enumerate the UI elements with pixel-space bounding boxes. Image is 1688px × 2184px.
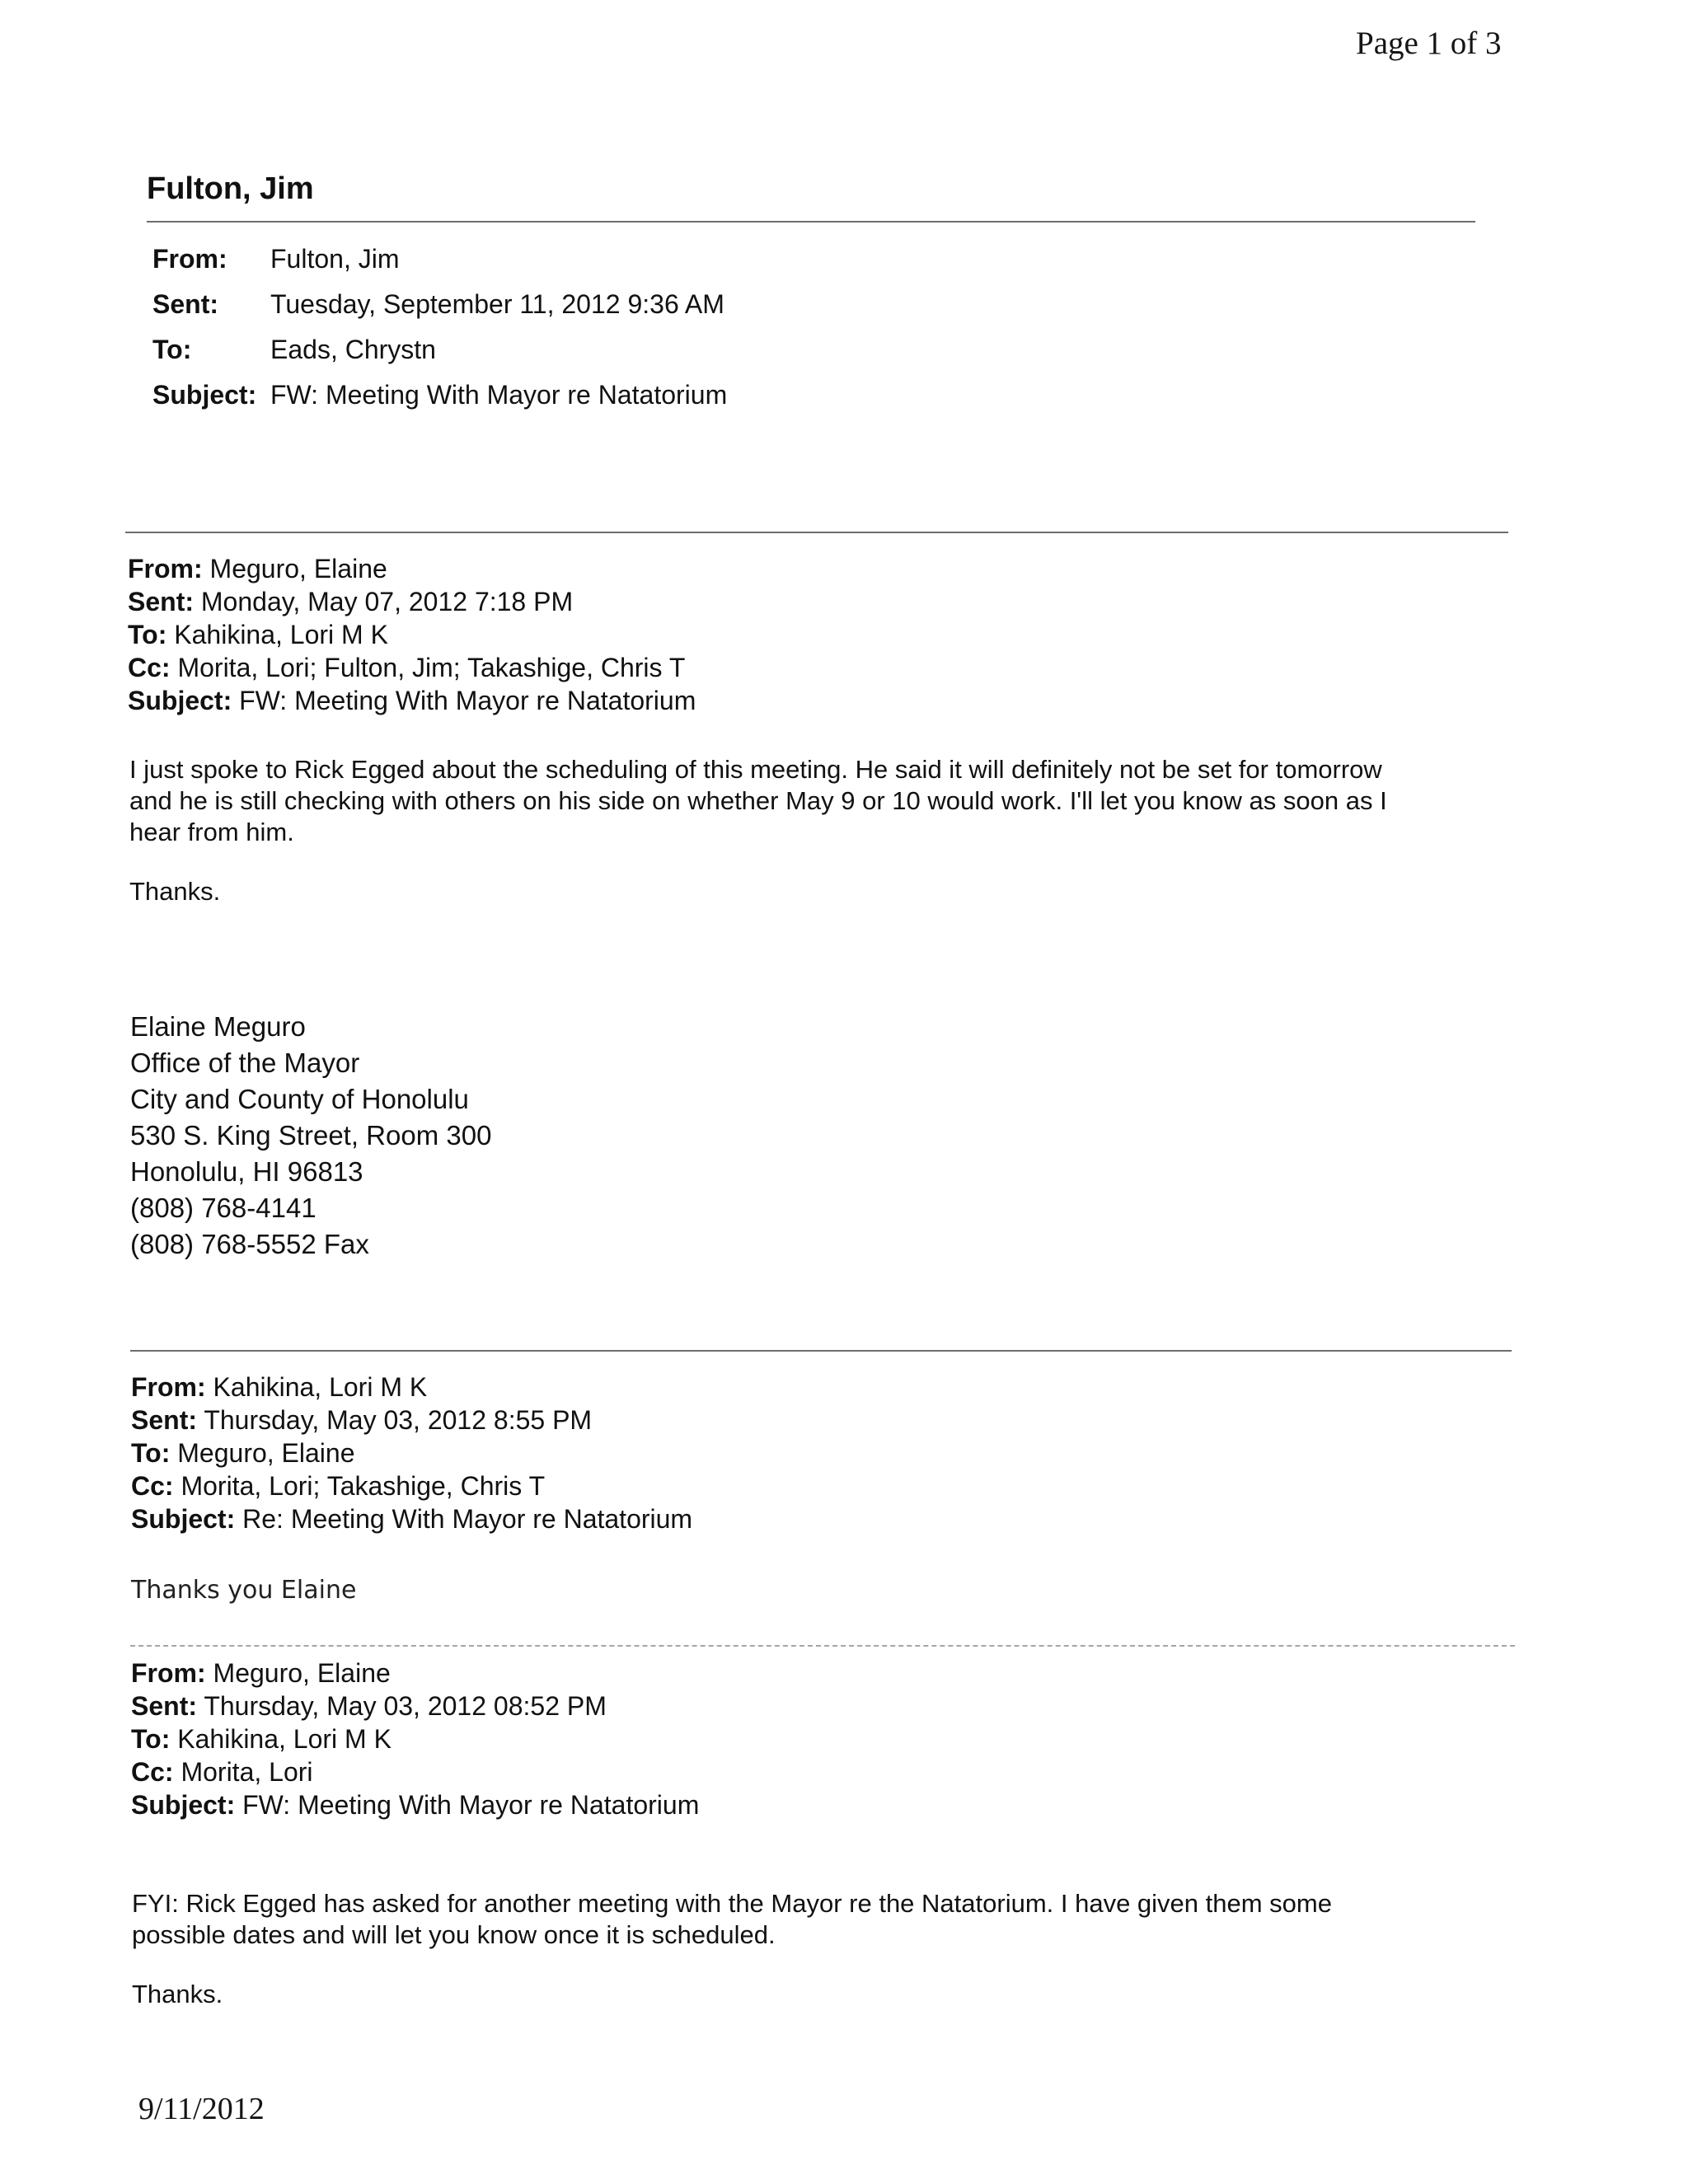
title-divider — [147, 221, 1475, 223]
signature-fax: (808) 768-5552 Fax — [130, 1229, 369, 1259]
from-label: From: — [131, 1372, 206, 1402]
from-label: From: — [152, 244, 227, 274]
body-line: I just spoke to Rick Egged about the scheduling of this meeting. He said it will definitely not be set for tomorrow — [129, 755, 1382, 784]
email1-thanks: Thanks. — [129, 877, 221, 906]
email2-cc-row — [131, 1469, 692, 1502]
to-value: Eads, Chrystn — [270, 335, 436, 364]
document-title: Fulton, Jim — [147, 171, 314, 206]
subject-value: FW: Meeting With Mayor re Natatorium — [270, 380, 728, 410]
sent-value: Tuesday, September 11, 2012 9:36 AM — [270, 289, 724, 319]
subject-value: FW: Meeting With Mayor re Natatorium — [239, 686, 696, 715]
sent-value: Monday, May 07, 2012 7:18 PM — [200, 587, 574, 616]
email1-cc-row — [128, 651, 696, 684]
email3-body — [132, 1888, 1533, 2038]
subject-value: Re: Meeting With Mayor re Natatorium — [242, 1504, 693, 1534]
to-value: Meguro, Elaine — [177, 1438, 355, 1468]
subject-label: Subject: — [131, 1790, 236, 1820]
cc-value: Morita, Lori; Fulton, Jim; Takashige, Chris T — [177, 653, 686, 682]
top-email-header — [152, 244, 727, 425]
cc-value: Morita, Lori; Takashige, Chris T — [181, 1471, 546, 1501]
signature-org: City and County of Honolulu — [130, 1084, 469, 1114]
email3-sent-row — [131, 1690, 699, 1722]
signature-street: 530 S. King Street, Room 300 — [130, 1120, 492, 1151]
email2-from-row — [131, 1371, 692, 1404]
sent-label: Sent: — [152, 289, 218, 319]
from-value: Meguro, Elaine — [213, 1658, 391, 1688]
email3-paragraph — [132, 1888, 1533, 1951]
sent-value: Thursday, May 03, 2012 08:52 PM — [204, 1691, 607, 1721]
email3-to-row — [131, 1722, 699, 1755]
signature-phone: (808) 768-4141 — [130, 1193, 316, 1223]
body-line: possible dates and will let you know once it is scheduled. — [132, 1920, 776, 1949]
email3-from-row — [131, 1657, 699, 1690]
page-number: Page 1 of 3 — [1356, 26, 1502, 61]
subject-label: Subject: — [128, 686, 232, 715]
cc-label: Cc: — [131, 1471, 174, 1501]
header-sent-row — [152, 289, 727, 335]
email1-subject-row — [128, 684, 696, 717]
email2-sent-row — [131, 1404, 692, 1436]
body-line: FYI: Rick Egged has asked for another meeting with the Mayor re the Natatorium. I have given them some — [132, 1889, 1332, 1918]
to-label: To: — [131, 1438, 171, 1468]
cc-value: Morita, Lori — [181, 1757, 313, 1787]
cc-label: Cc: — [128, 653, 171, 682]
email2-header — [131, 1371, 692, 1535]
subject-value: FW: Meeting With Mayor re Natatorium — [242, 1790, 700, 1820]
email-separator — [130, 1645, 1515, 1647]
email1-to-row — [128, 618, 696, 651]
from-label: From: — [128, 554, 203, 583]
from-label: From: — [131, 1658, 206, 1688]
email1-header — [128, 552, 696, 717]
email2-body: Thanks you Elaine — [131, 1576, 357, 1605]
email2-to-row — [131, 1436, 692, 1469]
email1-paragraph — [129, 754, 1531, 848]
subject-label: Subject: — [152, 380, 257, 410]
to-label: To: — [128, 620, 167, 649]
subject-label: Subject: — [131, 1504, 236, 1534]
sent-value: Thursday, May 03, 2012 8:55 PM — [204, 1405, 593, 1435]
email3-cc-row — [131, 1755, 699, 1788]
to-value: Kahikina, Lori M K — [174, 620, 388, 649]
sent-label: Sent: — [131, 1405, 197, 1435]
header-subject-row — [152, 380, 727, 425]
signature-block — [130, 1009, 491, 1263]
to-value: Kahikina, Lori M K — [177, 1724, 392, 1754]
email3-subject-row — [131, 1788, 699, 1821]
to-label: To: — [131, 1724, 171, 1754]
email1-from-row — [128, 552, 696, 585]
email1-body — [129, 754, 1531, 935]
email3-thanks: Thanks. — [132, 1980, 223, 2008]
email-separator — [125, 532, 1508, 533]
email2-subject-row — [131, 1502, 692, 1535]
signature-city: Honolulu, HI 96813 — [130, 1156, 363, 1187]
header-from-row — [152, 244, 727, 289]
from-value: Kahikina, Lori M K — [213, 1372, 428, 1402]
signature-office: Office of the Mayor — [130, 1047, 360, 1078]
email3-header — [131, 1657, 699, 1821]
email-separator — [130, 1350, 1512, 1352]
from-value: Fulton, Jim — [270, 244, 400, 274]
to-label: To: — [152, 335, 192, 364]
sent-label: Sent: — [131, 1691, 197, 1721]
body-line: hear from him. — [129, 818, 294, 846]
footer-date: 9/11/2012 — [138, 2092, 265, 2126]
header-to-row — [152, 335, 727, 380]
email1-sent-row — [128, 585, 696, 618]
cc-label: Cc: — [131, 1757, 174, 1787]
sent-label: Sent: — [128, 587, 194, 616]
from-value: Meguro, Elaine — [209, 554, 387, 583]
body-line: and he is still checking with others on his side on whether May 9 or 10 would work. I'll let you know as soon as I — [129, 786, 1387, 815]
signature-name: Elaine Meguro — [130, 1011, 306, 1042]
